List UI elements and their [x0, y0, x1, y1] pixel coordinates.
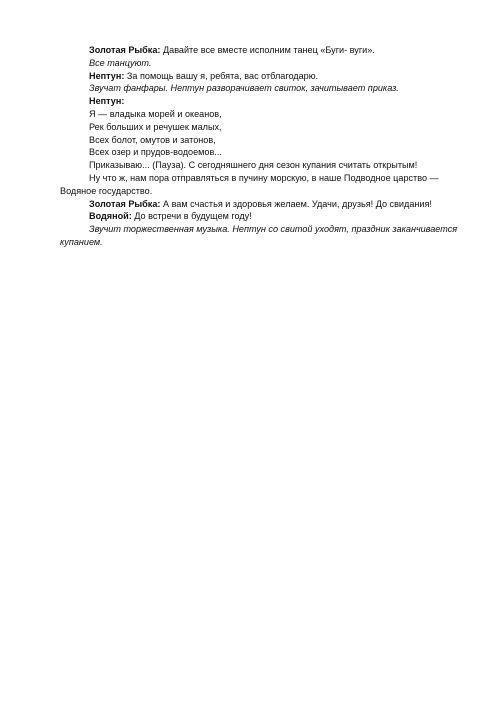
speaker-name: Нептун: — [89, 96, 125, 107]
verse-line: Всех болот, омутов и затонов, — [89, 134, 216, 145]
line-vodyanoy — [60, 210, 470, 223]
speaker-name: Золотая Рыбка: — [89, 198, 161, 209]
verse-line: Я — владыка морей и океанов, — [89, 108, 222, 119]
speech-text: А вам счастья и здоровья желаем. Удачи, друзья! До свидания! — [160, 198, 432, 209]
stage-direction: Звучат фанфары. Нептун разворачивает свиток, зачитывает приказ. — [89, 83, 399, 94]
speaker-name: Золотая Рыбка: — [89, 45, 161, 55]
stage-direction: Все танцуют. — [89, 57, 152, 68]
line-neptun-1 — [60, 70, 470, 83]
speech-text: За помощь вашу я, ребята, вас отблагодарю. — [124, 70, 319, 81]
speaker-name: Водяной: — [89, 211, 132, 222]
stage-direction: Звучит торжественная музыка. Нептун со свитой уходят, праздник заканчивается купанием. — [60, 224, 458, 247]
line-zolotaya-rybka-1 — [60, 44, 470, 57]
verse-line: Приказываю... (Пауза). С сегодняшнего дня сезон купания считать открытым! — [89, 160, 418, 171]
speech-paragraph: Ну что ж, нам пора отправляться в пучину морскую, в наше Подводное царство — Водяное государство. — [60, 172, 439, 196]
verse-line: Всех озер и прудов-водоемов... — [89, 147, 222, 158]
speech-text: Давайте все вместе исполним танец «Буги- вуги». — [160, 45, 375, 55]
verse-line: Рек больших и речушек малых, — [89, 121, 222, 132]
line-zolotaya-rybka-2 — [60, 198, 470, 211]
speaker-name: Нептун: — [89, 70, 125, 81]
speech-text: До встречи в будущем году! — [131, 211, 252, 222]
script-text — [60, 44, 470, 249]
